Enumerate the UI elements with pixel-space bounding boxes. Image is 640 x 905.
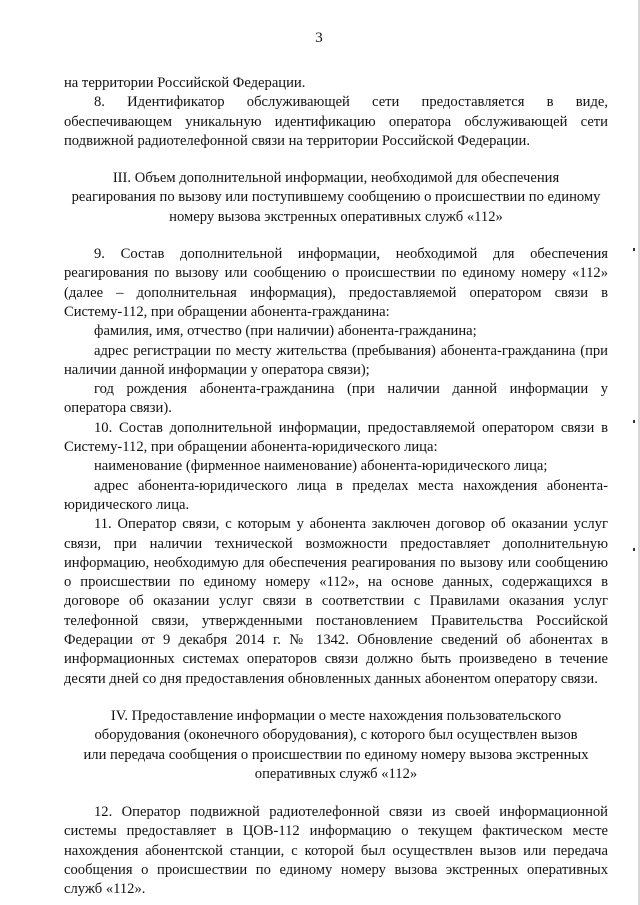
paragraph-12: 12. Оператор подвижной радиотелефонной связи из своей информационной системы предоставляет в ЦОВ-112 информацию о текущем фактическом месте нахождения абонентской станции, с которой был осуществлен вызов или передача сообщения о происшествии по единому номеру вызова экстренных оперативных служб «112». xyxy=(64,804,608,898)
scan-artifact xyxy=(633,420,635,423)
document-body xyxy=(64,74,608,900)
page-number: 3 xyxy=(315,30,323,46)
scan-artifact xyxy=(633,248,635,251)
section-heading-line: оборудования (оконечного оборудования), с которого был осуществлен вызов xyxy=(94,727,578,744)
paragraph-10: 10. Состав дополнительной информации, предоставляемой оператором связи в Систему-112, при обращении абонента-юридического лица: xyxy=(64,419,608,456)
scan-artifact xyxy=(633,548,635,551)
section-heading-line: или передача сообщения о происшествии по единому номеру вызова экстренных xyxy=(83,746,589,763)
paragraph-11: 11. Оператор связи, с которым у абонента заключен договор об оказании услуг связи, при наличии технической возможности предоставляет дополнительную информацию, необходимую для обеспечения реагирования по вызову или сообщению о происшествии по единому номеру «112», на основе данных, содержащихся в договоре об оказании услуг связи в соответствии с Правилами оказания услуг телефонной связи, утвержденными постановлением Правительства Российской Федерации от 9 декабря 2014 г. № 1342. Обновление сведений об абонентах в информационных системах операторов связи должно быть произведено в течение десяти дней со дня предоставления обновленных данных абонентом оператору связи. xyxy=(64,516,608,687)
paragraph-9-item-address: адрес регистрации по месту жительства (пребывания) абонента-гражданина (при наличии данной информации у оператора связи); xyxy=(64,342,608,378)
section-heading-line: IV. Предоставление информации о месте нахождения пользовательского xyxy=(110,707,562,724)
section-heading-line: III. Объем дополнительной информации, необходимой для обеспечения xyxy=(112,170,560,187)
paragraph-9-item-name: фамилия, имя, отчество (при наличии) абонента-гражданина; xyxy=(94,323,477,340)
paragraph-8: 8. Идентификатор обслуживающей сети предоставляется в виде, обеспечивающем уникальную идентификацию оператора обслуживающей сети подвижной радиотелефонной связи на территории Российской Федерации. xyxy=(64,94,608,149)
section-heading-line: номеру вызова экстренных оперативных служб «112» xyxy=(169,208,503,225)
paragraph-9-item-birth-year: год рождения абонента-гражданина (при наличии данной информации у оператора связи). xyxy=(64,381,608,417)
paragraph-continuation: на территории Российской Федерации. xyxy=(64,75,306,91)
paragraph-9: 9. Состав дополнительной информации, необходимой для обеспечения реагирования по вызову или сообщению о происшествии по единому номеру «112» (далее – дополнительная информация), предоставляемой оператором связи в Систему-112, при обращении абонента-гражданина: xyxy=(64,246,608,320)
paragraph-10-item-name: наименование (фирменное наименование) абонента-юридического лица; xyxy=(94,458,548,475)
paragraph-10-item-address: адрес абонента-юридического лица в пределах места нахождения абонента-юридического лица. xyxy=(64,477,608,513)
section-heading-4 xyxy=(64,707,608,784)
section-heading-line: реагирования по вызову или поступившему сообщению о происшествии по единому xyxy=(71,189,601,206)
section-heading-3 xyxy=(64,169,608,227)
section-heading-line: оперативных служб «112» xyxy=(254,765,418,782)
